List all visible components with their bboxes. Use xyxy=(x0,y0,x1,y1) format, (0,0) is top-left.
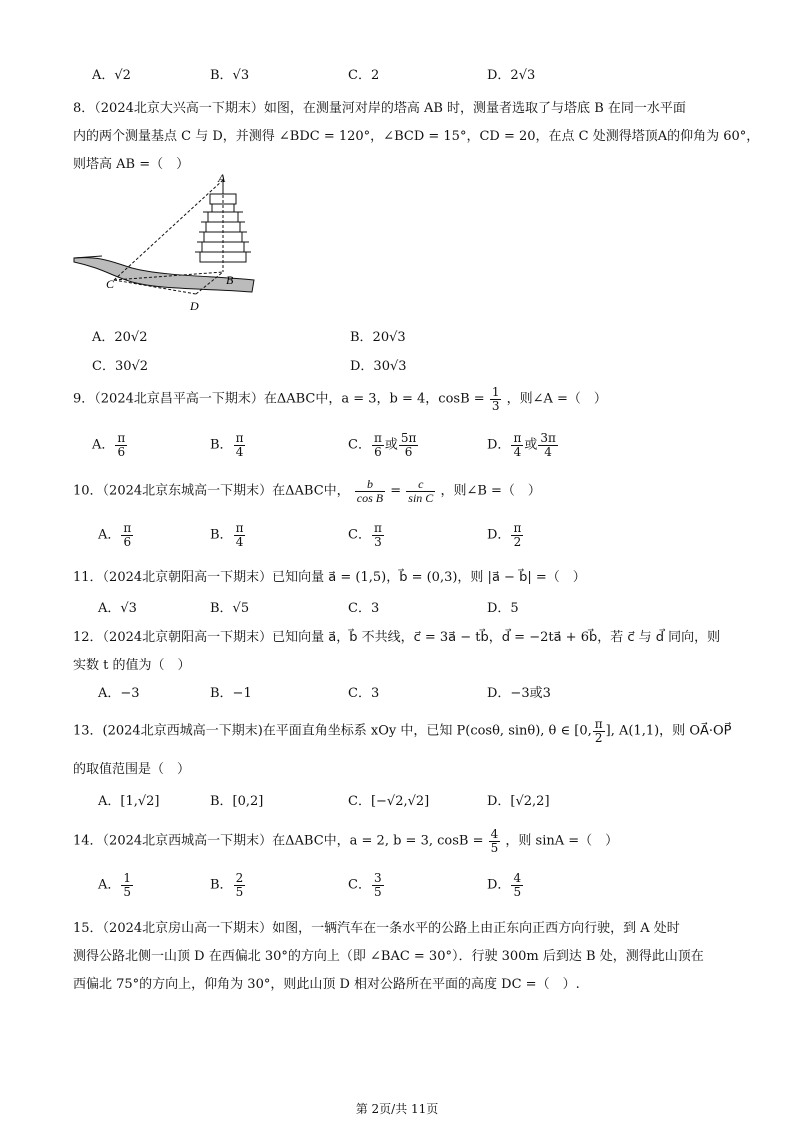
q7-option-c: C．2 xyxy=(348,68,380,83)
q14-stem-prefix: 14．（2024北京西城高一下期末）在ΔABC中，a = 2, b = 3, cosB = xyxy=(73,833,484,849)
q12-option-d: D．−3或3 xyxy=(487,686,551,701)
page-footer: 第 2页/共 11页 xyxy=(355,1102,439,1116)
q13-pi-over-2: $\frac{\pi}{2}$ xyxy=(594,717,603,745)
q10-option-b: B． $\frac{\pi}{4}$ xyxy=(210,521,244,549)
q12-option-a: A．−3 xyxy=(98,686,140,701)
q12-option-b: B．−1 xyxy=(210,686,252,701)
q8-label-d: D xyxy=(190,299,199,313)
q8-stem-line2: 内的两个测量基点 C 与 D，并测得 ∠BDC = 120°，∠BCD = 15°，CD = 20，在点 C 处测得塔顶A的仰角为 60°， xyxy=(73,129,760,144)
q14-option-a: A． $\frac{1}{5}$ xyxy=(98,871,132,899)
q10-stem-suffix: ，则∠B =（ ） xyxy=(440,483,541,499)
q8-option-d: D．30√3 xyxy=(350,359,407,374)
q8-stem-line3: 则塔高 AB =（ ） xyxy=(73,157,190,172)
q10-stem-prefix: 10．（2024北京东城高一下期末）在ΔABC中， xyxy=(73,483,350,499)
q11-option-a: A．√3 xyxy=(98,601,137,616)
q8-tower-figure xyxy=(72,172,262,314)
q13-stem-line1 xyxy=(73,718,732,744)
q14-option-b: B． $\frac{2}{5}$ xyxy=(210,871,244,899)
q10-option-c: C． $\frac{\pi}{3}$ xyxy=(348,521,382,549)
q10-option-a: A． $\frac{\pi}{6}$ xyxy=(98,521,132,549)
q9-stem xyxy=(73,386,607,412)
q9-stem-suffix: ，则∠A =（ ） xyxy=(506,391,607,407)
q9-option-d: D． $\frac{\pi}{4}$ 或 $\frac{3\pi}{4}$ xyxy=(487,431,556,459)
q14-option-c: C． $\frac{3}{5}$ xyxy=(348,871,382,899)
q12-stem-line2: 实数 t 的值为（ ） xyxy=(73,658,191,673)
q8-option-c: C．30√2 xyxy=(92,359,149,374)
q8-label-c: C xyxy=(106,277,115,291)
q8-option-b: B．20√3 xyxy=(350,330,406,345)
q13-option-c: C．[−√2,√2] xyxy=(348,794,430,809)
q9-cosb-fraction: $\frac{1}{3}$ xyxy=(491,385,500,413)
q13-stem-suffix: ], A(1,1)，则 OA⃗·OP⃗ xyxy=(605,723,732,739)
q9-option-b: B． $\frac{\pi}{4}$ xyxy=(210,431,244,459)
q9-option-a: A． $\frac{\pi}{6}$ xyxy=(92,431,126,459)
q10-fraction-c-sinc: $\frac{c}{\text{sin C}}$ xyxy=(408,477,434,505)
q12-stem-line1: 12．（2024北京朝阳高一下期末）已知向量 a⃗，b⃗ 不共线，c⃗ = 3a⃗ − tb⃗，d⃗ = −2ta⃗ + 6b⃗，若 c⃗ 与 d⃗ 同向，则 xyxy=(73,630,721,645)
q10-fraction-b-cosb: $\frac{b}{\text{cos B}}$ xyxy=(356,477,384,505)
q7-option-a: A．√2 xyxy=(92,68,131,83)
q14-stem-suffix: ，则 sinA =（ ） xyxy=(505,833,619,849)
q15-stem-line3: 西偏北 75°的方向上，仰角为 30°，则此山顶 D 相对公路所在平面的高度 DC =（ ）. xyxy=(73,977,580,992)
q13-option-d: D．[√2,2] xyxy=(487,794,550,809)
q11-option-b: B．√5 xyxy=(210,601,250,616)
q13-option-b: B．[0,2] xyxy=(210,794,264,809)
q8-option-a: A．20√2 xyxy=(92,330,148,345)
q10-stem: 10．（2024北京东城高一下期末）在ΔABC中， $\frac{b}{\text{cos B}}$ = $\frac{c}{\text{sin C}}$ ，则∠B =（ ） xyxy=(73,477,541,505)
q9-option-c: C． $\frac{\pi}{6}$ 或 $\frac{5\pi}{6}$ xyxy=(348,431,417,459)
q13-stem-prefix: 13．(2024北京西城高一下期末)在平面直角坐标系 xOy 中，已知 P(cosθ, sinθ), θ ∈ [0, xyxy=(73,723,592,739)
q14-stem xyxy=(73,828,618,854)
q13-stem-line2: 的取值范围是（ ） xyxy=(73,762,191,777)
q14-cosb-fraction: $\frac{4}{5}$ xyxy=(490,827,499,855)
q11-option-d: D．5 xyxy=(487,601,519,616)
q10-option-d: D． $\frac{\pi}{2}$ xyxy=(487,521,522,549)
q8-stem-line1: 8．（2024北京大兴高一下期末）如图，在测量河对岸的塔高 AB 时，测量者选取了与塔底 B 在同一水平面 xyxy=(73,101,686,116)
q11-option-c: C．3 xyxy=(348,601,380,616)
q8-label-a: A xyxy=(218,172,226,185)
q9-stem-prefix: 9．（2024北京昌平高一下期末）在ΔABC中，a = 3，b = 4，cosB = xyxy=(73,391,485,407)
q7-option-d: D．2√3 xyxy=(487,68,536,83)
q13-option-a: A．[1,√2] xyxy=(98,794,160,809)
q7-option-b: B．√3 xyxy=(210,68,250,83)
q8-label-b: B xyxy=(226,273,234,287)
q12-option-c: C．3 xyxy=(348,686,380,701)
q15-stem-line1: 15．（2024北京房山高一下期末）如图，一辆汽车在一条水平的公路上由正东向正西方向行驶，到 A 处时 xyxy=(73,921,680,936)
q11-stem: 11．（2024北京朝阳高一下期末）已知向量 a⃗ = (1,5)，b⃗ = (0,3)，则 |a⃗ − b⃗| =（ ） xyxy=(73,570,586,585)
q15-stem-line2: 测得公路北侧一山顶 D 在西偏北 30°的方向上（即 ∠BAC = 30°）．行驶 300m 后到达 B 处，测得此山顶在 xyxy=(73,949,704,964)
q14-option-d: D． $\frac{4}{5}$ xyxy=(487,871,522,899)
